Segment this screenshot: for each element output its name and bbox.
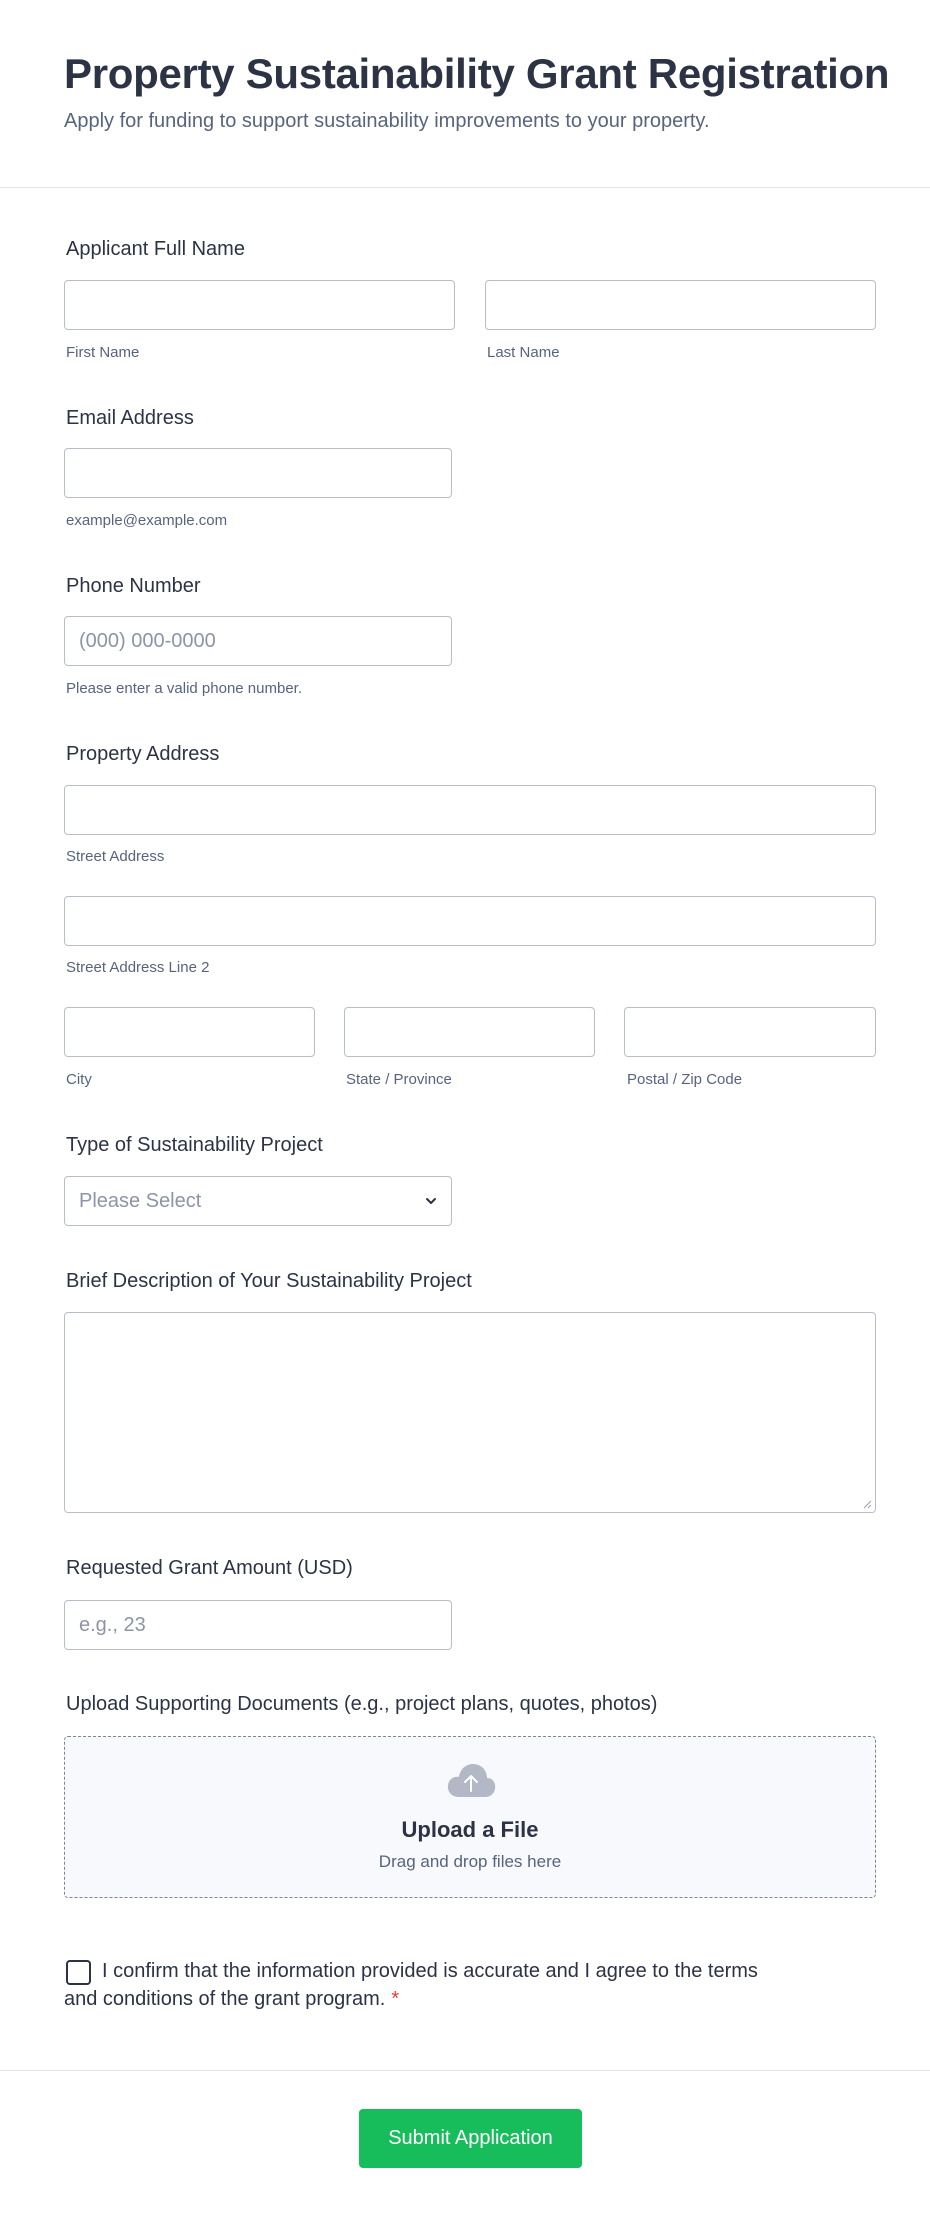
description-textarea[interactable]	[64, 1312, 876, 1513]
required-mark: *	[391, 1988, 400, 2010]
street-address-input[interactable]	[64, 785, 876, 835]
street-address-line2-sublabel: Street Address Line 2	[66, 959, 210, 976]
description-label: Brief Description of Your Sustainability Project	[66, 1270, 472, 1292]
file-upload-dropzone[interactable]	[64, 1736, 876, 1898]
form-title: Property Sustainability Grant Registration	[64, 50, 890, 97]
state-sublabel: State / Province	[346, 1071, 452, 1088]
upload-subtitle: Drag and drop files here	[378, 1852, 562, 1871]
grant-amount-input[interactable]	[64, 1600, 452, 1650]
city-input[interactable]	[64, 1007, 315, 1057]
form-footer	[0, 2070, 930, 2217]
grant-amount-label: Requested Grant Amount (USD)	[66, 1557, 353, 1579]
zip-input[interactable]	[624, 1007, 876, 1057]
phone-sublabel: Please enter a valid phone number.	[66, 680, 302, 697]
consent-text: I confirm that the information provided is accurate and I agree to the terms and conditions of the grant program.	[64, 1960, 758, 2010]
street-address-line2-input[interactable]	[64, 896, 876, 946]
first-name-sublabel: First Name	[66, 344, 140, 361]
grant-amount-placeholder: e.g., 23	[79, 1614, 146, 1636]
upload-title: Upload a File	[401, 1817, 539, 1842]
email-label: Email Address	[66, 407, 194, 429]
first-name-input[interactable]	[64, 280, 455, 330]
form-header	[0, 0, 930, 188]
email-sublabel: example@example.com	[66, 512, 228, 529]
applicant-name-label: Applicant Full Name	[66, 238, 245, 260]
phone-input[interactable]	[64, 616, 452, 666]
project-type-selected: Please Select	[79, 1190, 202, 1212]
street-address-sublabel: Street Address	[66, 848, 165, 865]
state-input[interactable]	[344, 1007, 595, 1057]
upload-label: Upload Supporting Documents (e.g., project plans, quotes, photos)	[66, 1693, 658, 1715]
last-name-sublabel: Last Name	[487, 344, 560, 361]
zip-sublabel: Postal / Zip Code	[627, 1071, 743, 1088]
property-address-label: Property Address	[66, 743, 220, 765]
resize-handle-icon[interactable]	[862, 1499, 872, 1509]
submit-button[interactable]: Submit Application	[359, 2109, 582, 2168]
form-subtitle: Apply for funding to support sustainability improvements to your property.	[64, 110, 710, 132]
last-name-input[interactable]	[485, 280, 876, 330]
phone-label: Phone Number	[66, 575, 201, 597]
email-input[interactable]	[64, 448, 452, 498]
project-type-label: Type of Sustainability Project	[66, 1134, 323, 1156]
cloud-upload-icon	[446, 1763, 496, 1799]
project-type-select[interactable]	[64, 1176, 452, 1226]
city-sublabel: City	[66, 1071, 92, 1088]
chevron-down-icon	[423, 1193, 439, 1209]
consent-label	[64, 1957, 764, 2013]
phone-placeholder: (000) 000-0000	[79, 630, 216, 652]
